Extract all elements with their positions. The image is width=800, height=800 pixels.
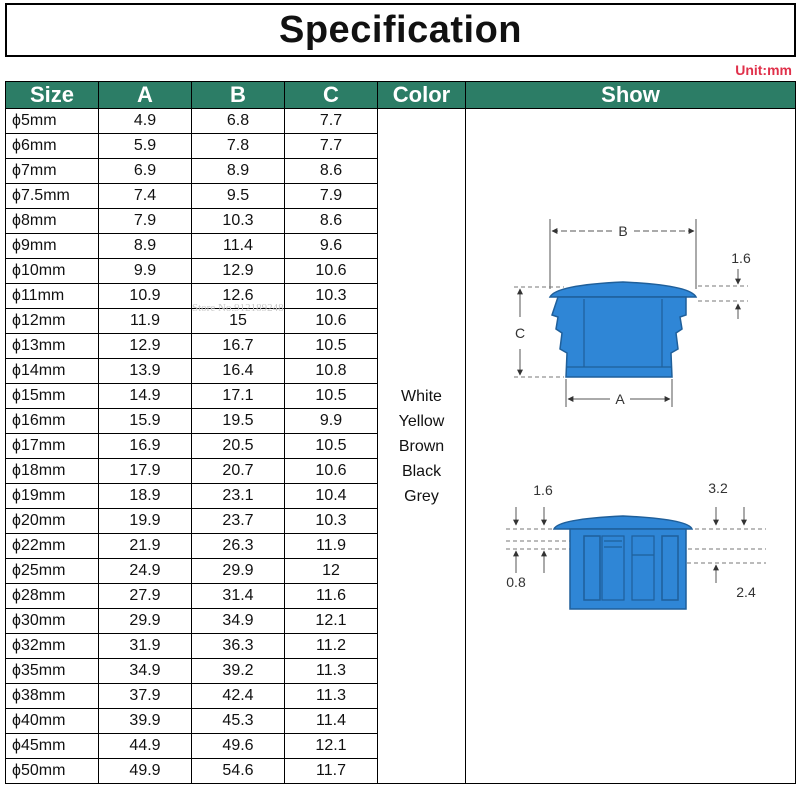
c-cell: 10.6: [285, 259, 378, 284]
c-cell: 9.9: [285, 409, 378, 434]
a-cell: 10.9: [99, 284, 192, 309]
dim-step-label: 2.4: [736, 584, 756, 600]
size-cell: ϕ11mm: [6, 284, 99, 309]
c-cell: 10.4: [285, 484, 378, 509]
size-cell: ϕ9mm: [6, 234, 99, 259]
b-cell: 10.3: [192, 209, 285, 234]
plug-side-view: [514, 219, 751, 407]
a-cell: 49.9: [99, 759, 192, 784]
b-cell: 34.9: [192, 609, 285, 634]
a-cell: 39.9: [99, 709, 192, 734]
b-cell: 31.4: [192, 584, 285, 609]
c-cell: 12.1: [285, 609, 378, 634]
a-cell: 8.9: [99, 234, 192, 259]
b-cell: 19.5: [192, 409, 285, 434]
header-b: B: [192, 82, 285, 109]
a-cell: 9.9: [99, 259, 192, 284]
unit-label: Unit:mm: [735, 62, 792, 78]
a-cell: 12.9: [99, 334, 192, 359]
a-cell: 29.9: [99, 609, 192, 634]
header-color: Color: [378, 82, 466, 109]
c-cell: 10.3: [285, 509, 378, 534]
size-cell: ϕ28mm: [6, 584, 99, 609]
c-cell: 8.6: [285, 159, 378, 184]
size-cell: ϕ12mm: [6, 309, 99, 334]
a-cell: 31.9: [99, 634, 192, 659]
size-cell: ϕ16mm: [6, 409, 99, 434]
header-c: C: [285, 82, 378, 109]
size-cell: ϕ30mm: [6, 609, 99, 634]
title-box: [5, 3, 796, 57]
b-cell: 12.9: [192, 259, 285, 284]
b-cell: 17.1: [192, 384, 285, 409]
c-cell: 10.8: [285, 359, 378, 384]
color-option: Black: [401, 462, 442, 480]
size-cell: ϕ15mm: [6, 384, 99, 409]
c-cell: 11.2: [285, 634, 378, 659]
a-cell: 34.9: [99, 659, 192, 684]
a-cell: 7.4: [99, 184, 192, 209]
b-cell: 54.6: [192, 759, 285, 784]
size-cell: ϕ19mm: [6, 484, 99, 509]
b-cell: 29.9: [192, 559, 285, 584]
color-list: [378, 109, 466, 784]
size-cell: ϕ18mm: [6, 459, 99, 484]
c-cell: 12.1: [285, 734, 378, 759]
a-cell: 19.9: [99, 509, 192, 534]
a-cell: 21.9: [99, 534, 192, 559]
header-row: [6, 82, 796, 109]
a-cell: 15.9: [99, 409, 192, 434]
watermark: Store No.912189248: [192, 302, 284, 314]
size-cell: ϕ22mm: [6, 534, 99, 559]
b-cell: 6.8: [192, 109, 285, 134]
c-cell: 7.9: [285, 184, 378, 209]
size-cell: ϕ8mm: [6, 209, 99, 234]
a-cell: 13.9: [99, 359, 192, 384]
dim-cap-label-top: 1.6: [731, 250, 751, 266]
size-cell: ϕ7.5mm: [6, 184, 99, 209]
c-cell: 10.5: [285, 384, 378, 409]
c-cell: 10.6: [285, 309, 378, 334]
size-cell: ϕ25mm: [6, 559, 99, 584]
size-cell: ϕ20mm: [6, 509, 99, 534]
c-cell: 11.4: [285, 709, 378, 734]
dim-cap-label-bottom: 1.6: [533, 482, 553, 498]
b-cell: 16.7: [192, 334, 285, 359]
c-cell: 9.6: [285, 234, 378, 259]
b-cell: 39.2: [192, 659, 285, 684]
b-cell: 16.4: [192, 359, 285, 384]
b-cell: 26.3: [192, 534, 285, 559]
a-cell: 14.9: [99, 384, 192, 409]
dim-height-label: 3.2: [708, 480, 728, 496]
color-option: Brown: [398, 437, 445, 455]
b-cell: 8.9: [192, 159, 285, 184]
a-cell: 17.9: [99, 459, 192, 484]
a-cell: 37.9: [99, 684, 192, 709]
color-option: White: [401, 387, 442, 405]
c-cell: 11.6: [285, 584, 378, 609]
size-cell: ϕ50mm: [6, 759, 99, 784]
a-cell: 27.9: [99, 584, 192, 609]
c-cell: 10.3: [285, 284, 378, 309]
a-cell: 4.9: [99, 109, 192, 134]
page-title: Specification: [279, 8, 522, 51]
c-cell: 10.6: [285, 459, 378, 484]
size-cell: ϕ40mm: [6, 709, 99, 734]
a-cell: 11.9: [99, 309, 192, 334]
table-row: [6, 109, 796, 134]
size-cell: ϕ32mm: [6, 634, 99, 659]
b-cell: 7.8: [192, 134, 285, 159]
c-cell: 10.5: [285, 334, 378, 359]
size-cell: ϕ17mm: [6, 434, 99, 459]
size-cell: ϕ14mm: [6, 359, 99, 384]
b-cell: 36.3: [192, 634, 285, 659]
c-cell: 8.6: [285, 209, 378, 234]
b-cell: 20.5: [192, 434, 285, 459]
b-cell: 23.7: [192, 509, 285, 534]
size-cell: ϕ10mm: [6, 259, 99, 284]
c-cell: 7.7: [285, 109, 378, 134]
b-cell: 45.3: [192, 709, 285, 734]
b-cell: 49.6: [192, 734, 285, 759]
b-cell: 11.4: [192, 234, 285, 259]
a-cell: 7.9: [99, 209, 192, 234]
dim-a-label: A: [615, 391, 625, 407]
plug-diagram: [466, 189, 792, 629]
size-cell: ϕ6mm: [6, 134, 99, 159]
b-cell: 23.1: [192, 484, 285, 509]
a-cell: 18.9: [99, 484, 192, 509]
size-cell: ϕ38mm: [6, 684, 99, 709]
dim-c-label: C: [514, 325, 526, 341]
dim-lip-label: 0.8: [506, 574, 526, 590]
b-cell: 15: [192, 309, 285, 334]
header-size: Size: [6, 82, 99, 109]
size-cell: ϕ5mm: [6, 109, 99, 134]
a-cell: 44.9: [99, 734, 192, 759]
c-cell: 12: [285, 559, 378, 584]
c-cell: 11.3: [285, 684, 378, 709]
header-a: A: [99, 82, 192, 109]
size-cell: ϕ7mm: [6, 159, 99, 184]
size-cell: ϕ45mm: [6, 734, 99, 759]
a-cell: 5.9: [99, 134, 192, 159]
color-option: Yellow: [398, 412, 445, 430]
a-cell: 16.9: [99, 434, 192, 459]
b-cell: 9.5: [192, 184, 285, 209]
dim-b-label: B: [618, 223, 628, 239]
color-option: Grey: [404, 487, 439, 505]
b-cell: 20.7: [192, 459, 285, 484]
a-cell: 6.9: [99, 159, 192, 184]
c-cell: 11.3: [285, 659, 378, 684]
b-cell: 42.4: [192, 684, 285, 709]
b-cell: 12.6: [192, 284, 285, 309]
plug-section-view: [506, 480, 766, 609]
c-cell: 7.7: [285, 134, 378, 159]
c-cell: 11.7: [285, 759, 378, 784]
c-cell: 11.9: [285, 534, 378, 559]
c-cell: 10.5: [285, 434, 378, 459]
a-cell: 24.9: [99, 559, 192, 584]
size-cell: ϕ35mm: [6, 659, 99, 684]
header-show: Show: [466, 82, 796, 109]
size-cell: ϕ13mm: [6, 334, 99, 359]
